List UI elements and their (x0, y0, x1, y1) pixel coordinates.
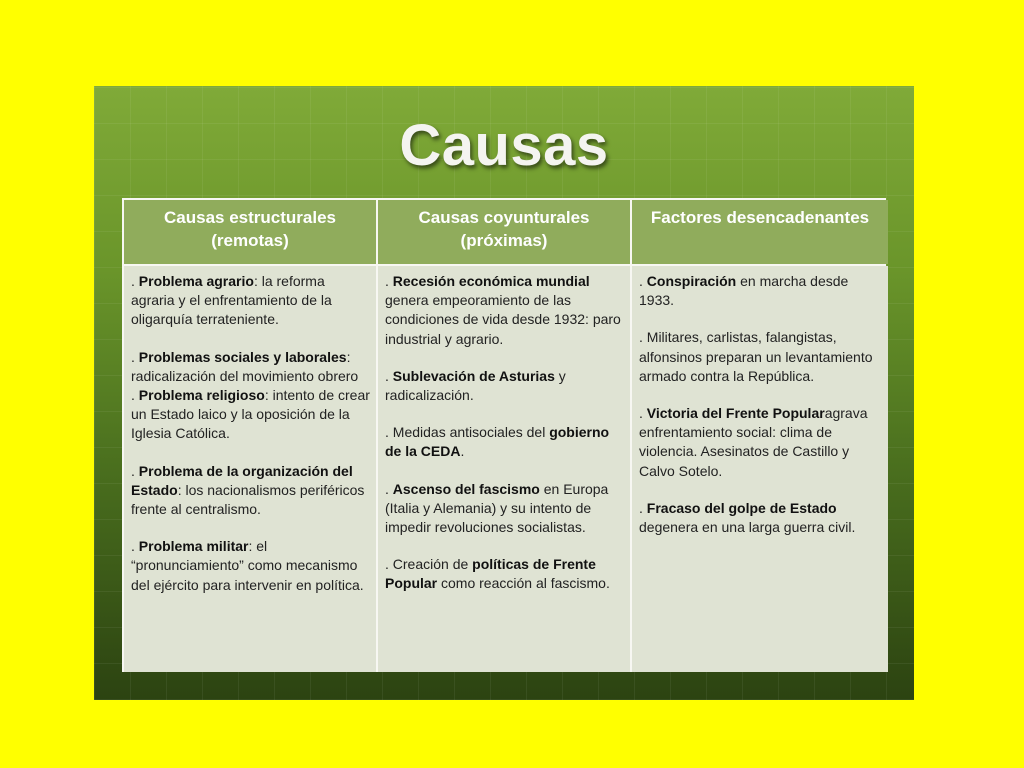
entry-militares: . Militares, carlistas, falangistas, alfonsinos preparan un levantamiento armado contra la República. (639, 329, 873, 384)
header-causas-coyunturales: Causas coyunturales (próximas) (378, 200, 630, 264)
entry-victoria-frente-popular: . Victoria del Frente Popularagrava enfrentamiento social: clima de violencia. Asesinatos de Castillo y Calvo Sotelo. (639, 405, 868, 479)
cell-causas-coyunturales (378, 266, 630, 672)
entry-recesion: . Recesión económica mundial genera empeoramiento de las condiciones de vida desde 1932: paro industrial y agrario. (385, 273, 621, 347)
entry-medidas-ceda: . Medidas antisociales del gobierno de la CEDA. (385, 424, 610, 460)
header-causas-estructurales: Causas estructurales (remotas) (124, 200, 376, 264)
entry-problema-militar: . Problema militar: el “pronunciamiento” como mecanismo del ejército para intervenir en política. (131, 538, 364, 593)
entry-problemas-sociales: . Problemas sociales y laborales: radicalización del movimiento obrero (131, 348, 359, 384)
cell-factores-desencadenantes (632, 266, 888, 672)
cell-causas-estructurales (124, 266, 376, 672)
slide (94, 86, 914, 700)
entry-problema-religioso: . Problema religioso: intento de crear un Estado laico y la oposición de la Iglesia Católica. (131, 387, 370, 442)
entry-conspiracion: . Conspiración en marcha desde 1933. (639, 273, 849, 309)
entry-ascenso-fascismo: . Ascenso del fascismo en Europa (Italia y Alemania) y su intento de impedir revoluciones socialistas. (385, 480, 609, 536)
causes-table (122, 198, 886, 672)
entry-problema-agrario: . Problema agrario: la reforma agraria y el enfrentamiento de la oligarquía terrateniente. (131, 273, 332, 328)
header-factores-desencadenantes: Factores desencadenantes (632, 200, 888, 264)
entry-frente-popular-politicas: . Creación de políticas de Frente Popular como reacción al fascismo. (385, 556, 610, 592)
entry-fracaso-golpe: . Fracaso del golpe de Estado degenera en una larga guerra civil. (639, 499, 856, 536)
entry-sublevacion-asturias: . Sublevación de Asturias y radicalización. (385, 367, 566, 404)
slide-title: Causas (399, 113, 609, 178)
entry-organizacion-estado: . Problema de la organización del Estado: los nacionalismos periféricos frente al centralismo. (131, 462, 365, 518)
